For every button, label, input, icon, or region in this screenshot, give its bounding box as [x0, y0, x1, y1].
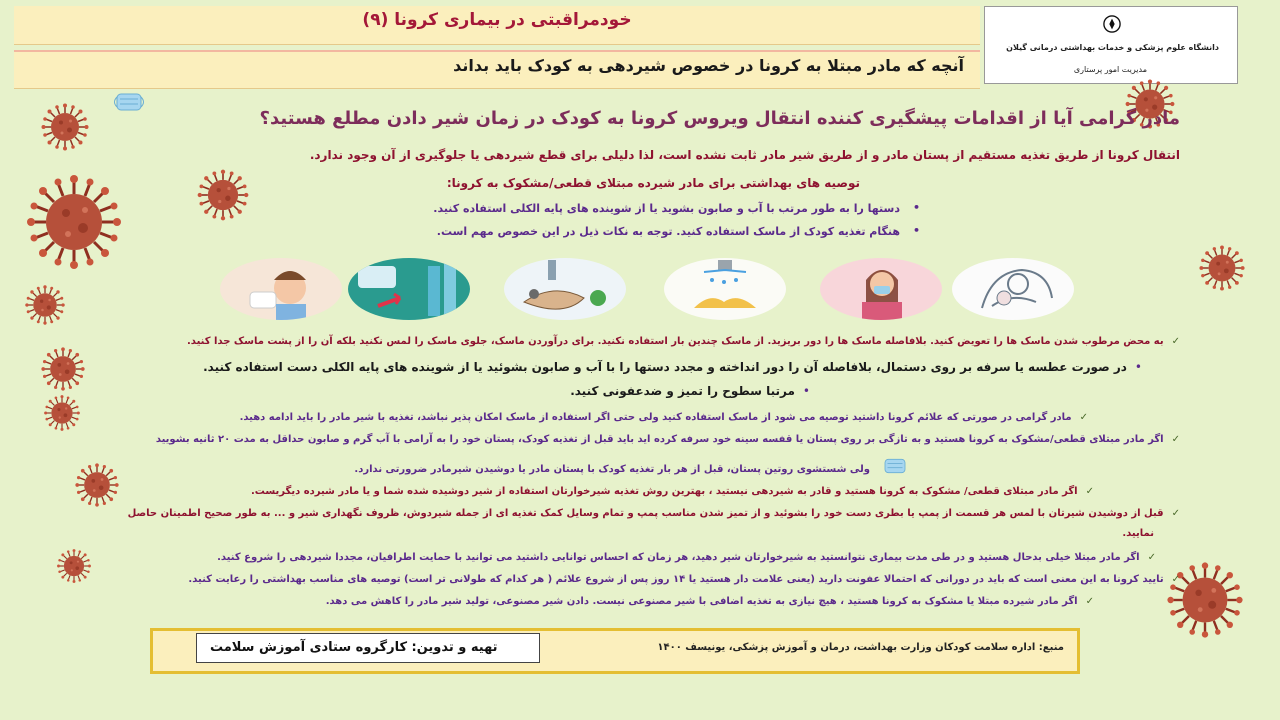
checkmark-icon: ✓ — [1171, 508, 1180, 519]
tip-item: ✓مادر گرامی در صورتی که علائم کرونا داشتید توصیه می شود از ماسک استفاده کنید ولی حتی اگر استفاده از ماسک امکان پذیر نباشد، تغذیه با شیر مادر را باید ادامه دهید. — [239, 412, 1088, 423]
bullet-item: هنگام تغذیه کودک از ماسک استفاده کنید. توجه به نکات ذیل در این خصوص مهم است. • — [437, 225, 900, 238]
virus-icon — [56, 548, 92, 584]
mother-with-mask-picture — [820, 258, 942, 320]
bullet-item: دستها را به طور مرتب با آب و صابون بشوید یا از شوینده های پایه الکلی استفاده کنید. • — [433, 202, 900, 215]
checkmark-icon: ✓ — [1171, 434, 1180, 445]
organization-name: دانشگاه علوم پزشکی و خدمات بهداشتی درمانی گیلان — [1006, 43, 1219, 52]
tip-item: ✓اگر مادر مبتلای قطعی/ مشکوک به کرونا هستید و قادر به شیردهی نیستید ، بهترین روش تغذیه شیرخوارتان استفاده از شیر دوشیده شده شما و یا مادر شیرده دیگریست. — [250, 486, 1094, 497]
virus-icon — [20, 284, 70, 326]
checkmark-icon: ✓ — [1079, 412, 1088, 423]
source-citation: منبع: اداره سلامت کودکان وزارت بهداشت، درمان و آموزش پزشکی، یونیسف ۱۴۰۰ — [657, 642, 1064, 653]
checkmark-icon: ✓ — [1085, 596, 1094, 607]
sneezing-child-picture — [220, 258, 342, 320]
disinfecting-surface-picture — [348, 258, 470, 320]
bullet-icon: • — [1134, 360, 1142, 374]
intro-text: انتقال کرونا از طریق تغذیه مستقیم از پستان مادر و از طریق شیر مادر ثابت نشده است، لذا دلیلی برای قطع شیردهی یا جلوگیری از آن وجود ندارد. — [309, 148, 1180, 162]
organization-logo-box — [984, 6, 1238, 84]
tip-item-continued: نمایید. — [1122, 528, 1154, 539]
virus-icon — [40, 394, 84, 432]
tip-item: ✓اگر مادر مبتلای قطعی/مشکوک به کرونا هستید و به تازگی بر روی پستان یا قفسه سینه خود سرفه کرده اید باید قبل از تغذیه کودک، پستان خود را به آرامی با آب گرم و صابون حداقل به مدت ۲۰ ثانیه بشویید — [155, 434, 1180, 445]
page-title: خودمراقبتی در بیماری کرونا (۹) — [362, 10, 632, 30]
tip-item: ✓اگر مادر مبتلا خیلی بدحال هستید و در طی مدت بیماری نتوانستید به شیرخوارتان شیر دهید، هر زمان که احساس توانایی داشتید می توانید با حمایت اطرافیان، مجددا شیردهی را شروع کنید. — [217, 552, 1156, 563]
checkmark-icon: ✓ — [1171, 336, 1180, 347]
bullet-icon: • — [802, 384, 810, 398]
face-mask-icon — [112, 90, 146, 114]
tip-item: ✓اگر مادر شیرده مبتلا یا مشکوک به کرونا هستید ، هیچ نیازی به تغذیه اضافی با شیر مصنوعی نیست. دادن شیر مصنوعی، تولید شیر مادر را کاهش می دهد. — [325, 596, 1094, 607]
tip-item: ✓تایید کرونا به این معنی است که باید در دورانی که احتمالا عفونت دارید (یعنی علامت دار هستید یا ۱۴ روز پس از شروع علائم ( هر کدام که طولانی تر است) توصیه های مناسب بهداشتی را رعایت کنید. — [188, 574, 1180, 585]
tip-item: ✓به محض مرطوب شدن ماسک ها را تعویض کنید. بلافاصله ماسک ها را دور بریزید. از ماسک چندین بار استفاده نکنید. برای درآوردن ماسک، جلوی ماسک را لمس نکنید بلکه آن را از پشت ماسک جدا کنید. — [187, 336, 1180, 347]
tip-item: •در صورت عطسه یا سرفه بر روی دستمال، بلافاصله آن را دور انداخته و مجدد دستها را با آب و صابون بشوئید یا از شوینده های پایه الکلی دست استفاده کنید. — [203, 360, 1142, 374]
prepared-by-text: تهیه و تدوین: کارگروه ستادی آموزش سلامت — [210, 640, 498, 655]
virus-icon — [1196, 244, 1248, 292]
department-name: مدیریت امور پرستاری — [1073, 65, 1147, 74]
checkmark-icon: ✓ — [1171, 574, 1180, 585]
face-mask-icon — [880, 456, 910, 476]
breastfeeding-mother-picture — [952, 258, 1074, 320]
virus-icon — [1160, 560, 1250, 640]
tip-item: •مرتبا سطوح را تمیز و ضدعفونی کنید. — [570, 384, 810, 398]
main-question: مادر گرامی آیا از اقدامات پیشگیری کننده انتقال ویروس کرونا به کودک در زمان شیر دادن مطلع هستید؟ — [259, 108, 1180, 129]
virus-icon — [68, 462, 126, 508]
checkmark-icon: ✓ — [1085, 486, 1094, 497]
germs-on-surface-picture — [504, 258, 626, 320]
virus-icon — [40, 346, 86, 392]
tip-item: ✓قبل از دوشیدن شیرتان با لمس هر قسمت از پمپ یا بطری دست خود را بشوئید و از تمیز شدن مناسب پمپ و تمام وسایل کمک تغذیه ای از جمله شیردوش، ظروف نگهداری شیر و ... به طور صحیح اطمینان حاصل — [127, 508, 1180, 519]
virus-icon — [24, 172, 124, 272]
virus-icon — [196, 168, 250, 222]
tip-item: ولی شستشوی روتین پستان، قبل از هر بار تغذیه کودک با پستان مادر یا دوشیدن شیرمادر ضرورتی ندارد. — [354, 464, 870, 475]
page-subtitle: آنچه که مادر مبتلا به کرونا در خصوص شیردهی به کودک باید بداند — [453, 56, 964, 75]
emblem-icon — [1103, 15, 1121, 33]
recommendations-heading: توصیه های بهداشتی برای مادر شیرده مبتلای قطعی/مشکوک به کرونا: — [446, 176, 860, 190]
checkmark-icon: ✓ — [1147, 552, 1156, 563]
virus-icon — [40, 102, 90, 152]
washing-hands-picture — [664, 258, 786, 320]
